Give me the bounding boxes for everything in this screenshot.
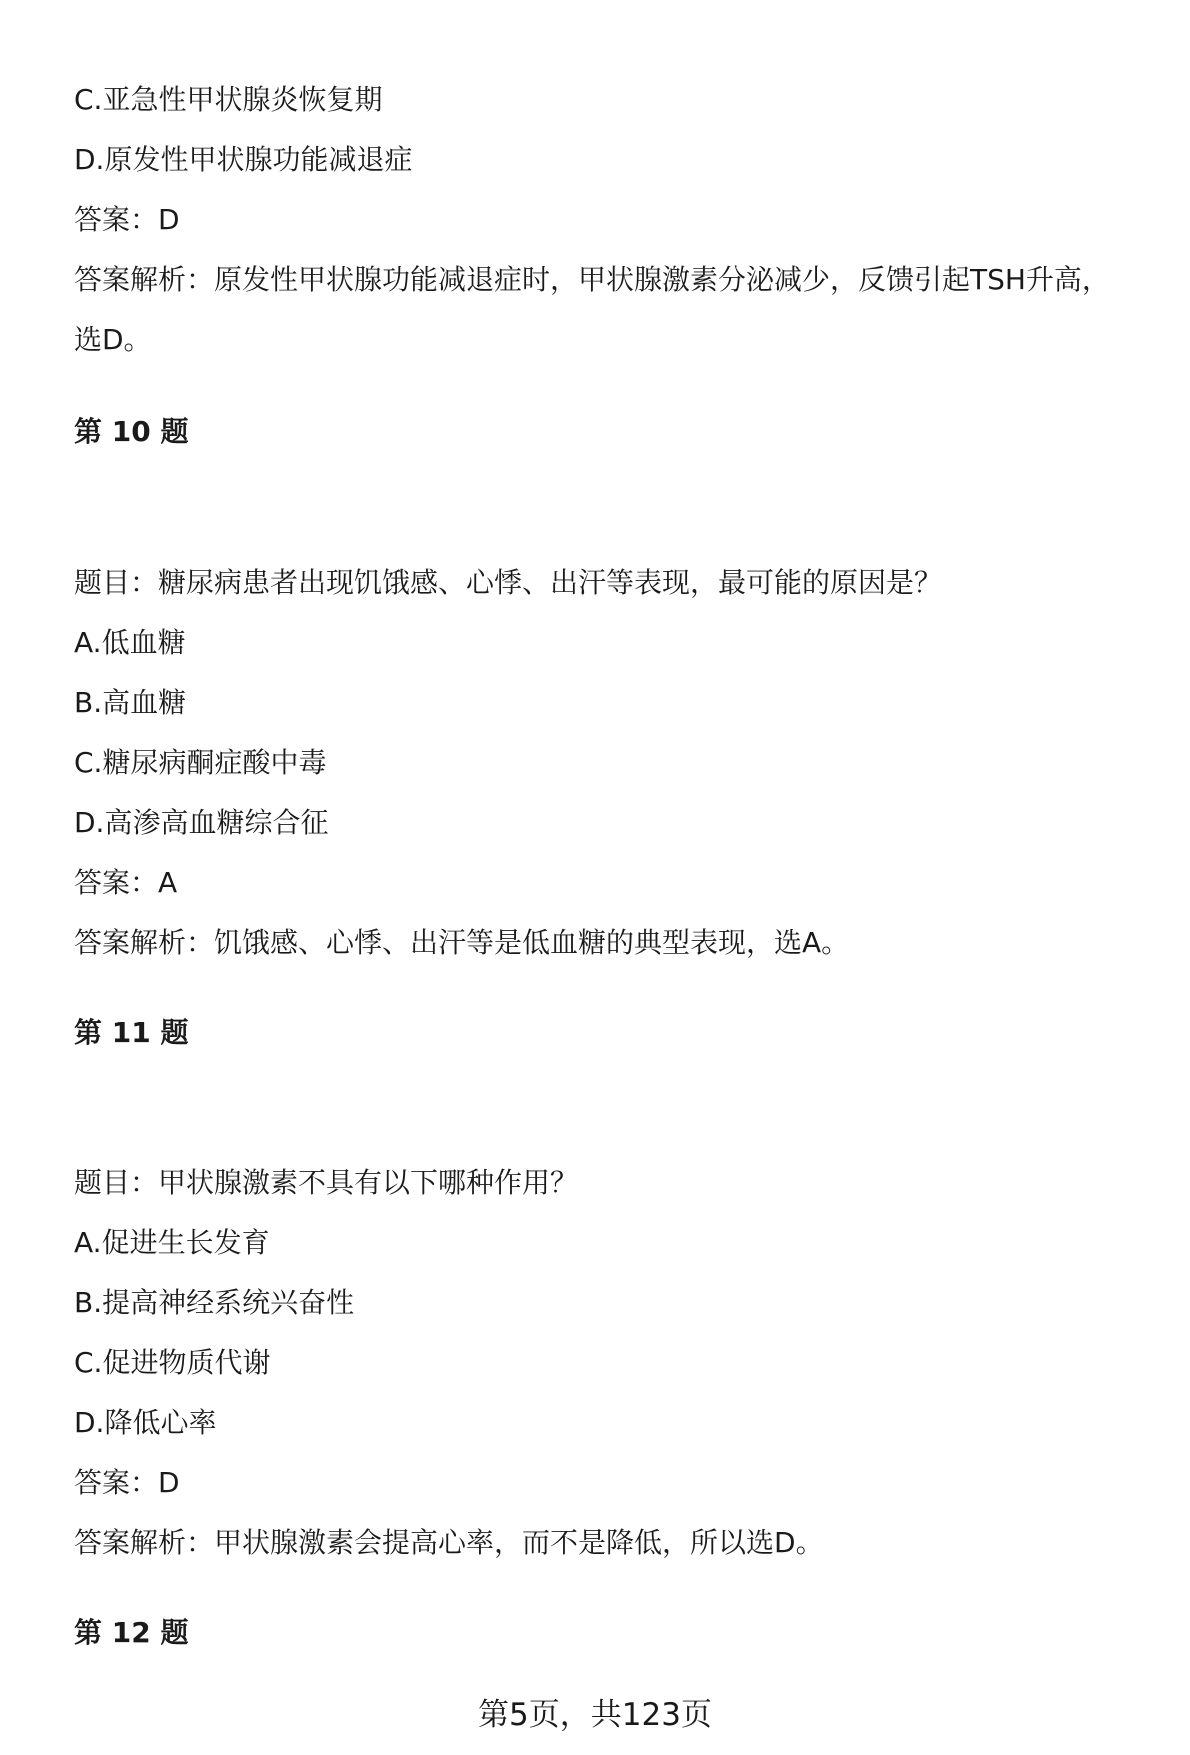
q11-option-a: A.促进生长发育 bbox=[74, 1226, 270, 1259]
q10-heading: 第 10 题 bbox=[74, 415, 189, 448]
q10-question: 题目：糖尿病患者出现饥饿感、心悸、出汗等表现，最可能的原因是？ bbox=[74, 566, 943, 599]
q11-option-d: D.降低心率 bbox=[74, 1406, 217, 1439]
q11-option-c: C.促进物质代谢 bbox=[74, 1346, 271, 1379]
q10-answer: 答案：A bbox=[74, 866, 178, 899]
page-footer: 第5页，共123页 bbox=[478, 1697, 712, 1733]
q9-answer: 答案：D bbox=[74, 203, 180, 236]
q10-option-d: D.高渗高血糖综合征 bbox=[74, 806, 329, 839]
q11-option-b: B.提高神经系统兴奋性 bbox=[74, 1286, 355, 1319]
q9-option-d: D.原发性甲状腺功能减退症 bbox=[74, 143, 413, 176]
q9-option-c: C.亚急性甲状腺炎恢复期 bbox=[74, 83, 383, 116]
q9-analysis: 答案解析：原发性甲状腺功能减退症时，甲状腺激素分泌减少，反馈引起TSH升高，选D。 bbox=[74, 263, 1110, 356]
q11-answer: 答案：D bbox=[74, 1466, 180, 1499]
q10-option-c: C.糖尿病酮症酸中毒 bbox=[74, 746, 327, 779]
q11-question: 题目：甲状腺激素不具有以下哪种作用？ bbox=[74, 1166, 579, 1199]
q11-heading: 第 11 题 bbox=[74, 1016, 189, 1049]
q10-analysis: 答案解析：饥饿感、心悸、出汗等是低血糖的典型表现，选A。 bbox=[74, 926, 850, 959]
q12-heading: 第 12 题 bbox=[74, 1616, 189, 1649]
q11-analysis: 答案解析：甲状腺激素会提高心率，而不是降低，所以选D。 bbox=[74, 1526, 824, 1559]
q10-option-b: B.高血糖 bbox=[74, 686, 187, 719]
q10-option-a: A.低血糖 bbox=[74, 626, 186, 659]
